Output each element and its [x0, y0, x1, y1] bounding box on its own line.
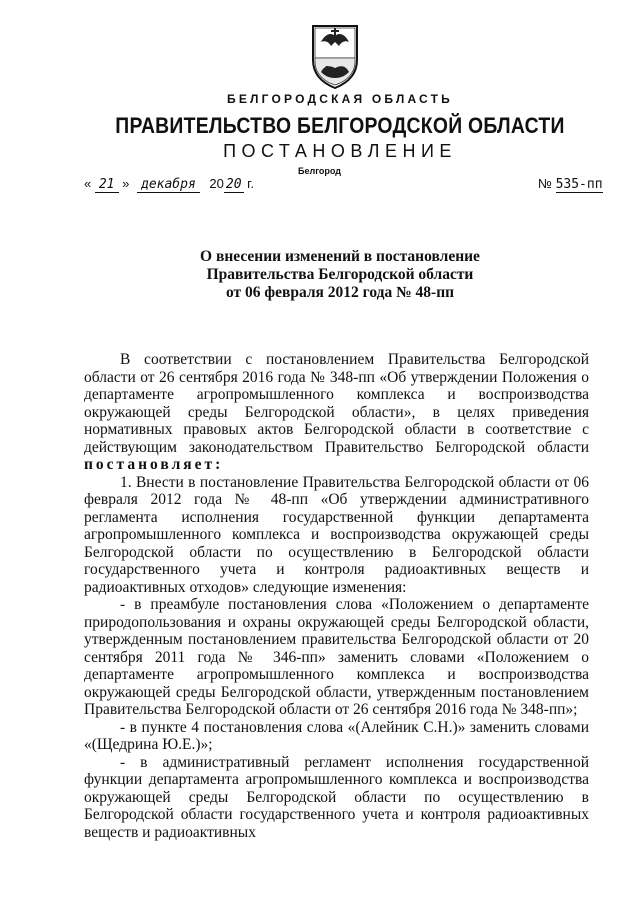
- date-month: декабря: [137, 177, 200, 193]
- date-day: 21: [95, 177, 119, 193]
- title-line: от 06 февраля 2012 года № 48-пп: [225, 284, 455, 301]
- paragraph-preamble: [84, 351, 589, 474]
- paragraph-point-4-change: - в пункте 4 постановления слова «(Алейник С.Н.)» заменить словами «(Щедрина Ю.Е.)»;: [84, 718, 589, 753]
- number-value: 535-пп: [555, 177, 603, 192]
- date-close-quote: »: [122, 176, 130, 191]
- city-label: Белгород: [298, 166, 341, 176]
- title-line: Правительства Белгородской области: [206, 266, 474, 283]
- date-suffix: г.: [247, 176, 254, 191]
- decree-number: [538, 176, 603, 192]
- date-open-quote: «: [84, 176, 92, 191]
- paragraph-item-1: 1. Внести в постановление Правительства Белгородской области от 06 февраля 2012 года № 48-пп «Об утверждении административного регламента исполнения государственной функции департамента агропромышленного комплекса и воспроизводства окружающей среды Белгородской области по осуществлению в Белгородской области государственного учета и контроля радиоактивных веществ и радиоактивных отходов» следующие изменения:: [84, 473, 589, 596]
- resolves-emphasis: постановляет:: [84, 456, 224, 473]
- date-year-prefix: 20: [209, 176, 224, 191]
- region-heading: БЕЛГОРОДСКАЯ ОБЛАСТЬ: [227, 92, 453, 106]
- preamble-text: В соответствии с постановлением Правительства Белгородской области от 26 сентября 2016 года № 348-пп «Об утверждении Положения о департаменте агропромышленного комплекса и воспроизводства окружающей среды Белгородской области», в целях приведения нормативных правовых актов Белгородской области в соответствие с действующим законодательством Правительство Белгородской области: [84, 351, 589, 456]
- number-prefix: №: [538, 176, 552, 191]
- document-title: [0, 248, 640, 302]
- paragraph-preamble-change: - в преамбуле постановления слова «Положением о департаменте природопользования и охраны окружающей среды Белгородской области, утвержденным постановлением правительства Белгородской области от 20 сентября 2011 года № 346-пп» заменить словами «Положением о департаменте агропромышленного комплекса и воспроизводства окружающей среды Белгородской области, утвержденным постановлением Правительства Белгородской области от 26 сентября 2016 года № 348-пп»;: [84, 596, 589, 718]
- coat-of-arms-icon: [307, 22, 363, 90]
- title-line: О внесении изменений в постановление: [200, 248, 480, 265]
- document-body: [84, 351, 589, 841]
- document-type: ПОСТАНОВЛЕНИЕ: [223, 141, 457, 161]
- government-heading: ПРАВИТЕЛЬСТВО БЕЛГОРОДСКОЙ ОБЛАСТИ: [115, 113, 565, 138]
- paragraph-regulation-change: - в административный регламент исполнения государственной функции департамента агропромышленного комплекса и воспроизводства окружающей среды Белгородской области по осуществлению в Белгородской области государственного учета и контроля радиоактивных веществ и радиоактивных: [84, 753, 589, 841]
- decree-date: [84, 176, 254, 192]
- date-year-suffix: 20: [225, 177, 242, 192]
